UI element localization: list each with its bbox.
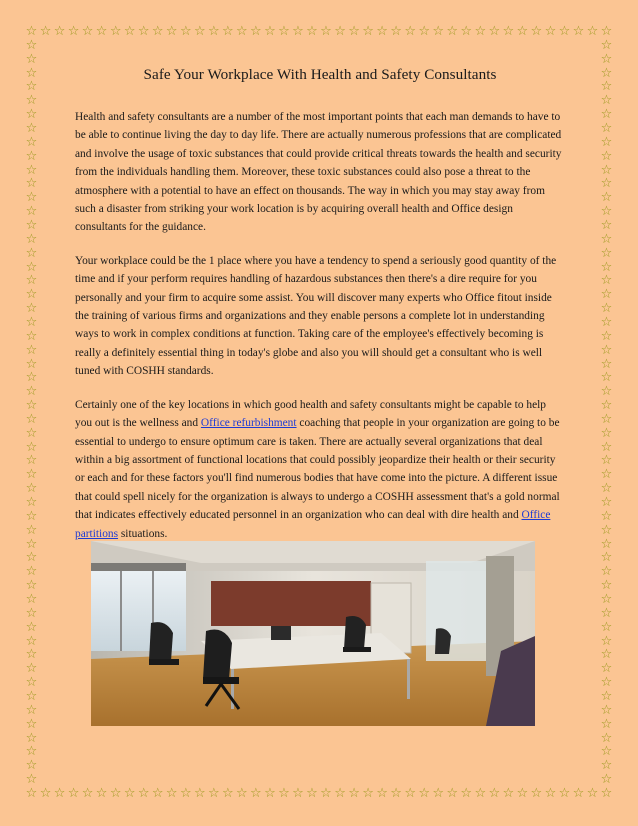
document-title: Safe Your Workplace With Health and Safety Consultants bbox=[143, 66, 497, 83]
star-icon: ☆ bbox=[25, 508, 38, 524]
star-icon: ☆ bbox=[306, 24, 318, 39]
star-icon: ☆ bbox=[25, 162, 38, 178]
star-icon: ☆ bbox=[320, 24, 332, 39]
star-icon: ☆ bbox=[25, 370, 38, 386]
star-icon: ☆ bbox=[264, 786, 276, 801]
star-icon: ☆ bbox=[109, 24, 122, 39]
star-icon: ☆ bbox=[572, 786, 585, 801]
star-icon: ☆ bbox=[600, 647, 613, 663]
star-icon: ☆ bbox=[25, 93, 38, 109]
star-icon: ☆ bbox=[600, 301, 613, 317]
star-icon: ☆ bbox=[474, 24, 487, 39]
star-icon: ☆ bbox=[600, 384, 613, 400]
star-icon: ☆ bbox=[25, 134, 38, 150]
star-icon: ☆ bbox=[25, 24, 38, 39]
star-icon: ☆ bbox=[39, 24, 52, 39]
star-icon: ☆ bbox=[222, 786, 234, 801]
star-icon: ☆ bbox=[502, 786, 515, 801]
star-icon: ☆ bbox=[600, 425, 613, 441]
star-icon: ☆ bbox=[207, 786, 220, 801]
star-icon: ☆ bbox=[250, 786, 262, 801]
star-icon: ☆ bbox=[25, 467, 38, 483]
star-icon: ☆ bbox=[600, 702, 613, 718]
star-icon: ☆ bbox=[600, 217, 613, 233]
star-icon: ☆ bbox=[572, 24, 585, 39]
star-icon: ☆ bbox=[25, 633, 38, 649]
star-icon: ☆ bbox=[600, 259, 613, 275]
star-icon: ☆ bbox=[600, 328, 613, 344]
star-icon: ☆ bbox=[334, 24, 346, 39]
star-icon: ☆ bbox=[488, 786, 501, 801]
star-icon: ☆ bbox=[25, 176, 38, 192]
star-icon: ☆ bbox=[600, 342, 613, 358]
star-icon: ☆ bbox=[25, 453, 38, 469]
star-icon: ☆ bbox=[193, 786, 206, 801]
star-icon: ☆ bbox=[600, 508, 613, 524]
star-icon: ☆ bbox=[530, 24, 543, 39]
star-icon: ☆ bbox=[348, 24, 360, 39]
star-icon: ☆ bbox=[600, 522, 613, 538]
office-partitions-link[interactable]: Office partitions bbox=[75, 509, 551, 540]
star-icon: ☆ bbox=[544, 24, 557, 39]
star-icon: ☆ bbox=[516, 786, 529, 801]
star-icon: ☆ bbox=[600, 273, 613, 289]
star-icon: ☆ bbox=[25, 481, 38, 497]
star-icon: ☆ bbox=[600, 148, 613, 164]
star-icon: ☆ bbox=[25, 37, 38, 53]
star-icon: ☆ bbox=[236, 24, 248, 39]
star-icon: ☆ bbox=[600, 689, 613, 705]
star-icon: ☆ bbox=[25, 301, 38, 317]
star-icon: ☆ bbox=[25, 661, 38, 677]
star-icon: ☆ bbox=[25, 245, 38, 261]
star-icon: ☆ bbox=[362, 786, 374, 801]
star-icon: ☆ bbox=[151, 24, 164, 39]
star-icon: ☆ bbox=[165, 24, 178, 39]
star-icon: ☆ bbox=[292, 24, 304, 39]
star-icon: ☆ bbox=[446, 786, 459, 801]
star-icon: ☆ bbox=[600, 550, 613, 566]
star-icon: ☆ bbox=[600, 37, 613, 53]
star-icon: ☆ bbox=[137, 24, 150, 39]
star-icon: ☆ bbox=[25, 744, 38, 760]
star-icon: ☆ bbox=[222, 24, 234, 39]
star-icon: ☆ bbox=[25, 398, 38, 414]
star-icon: ☆ bbox=[25, 592, 38, 608]
star-icon: ☆ bbox=[25, 647, 38, 663]
star-icon: ☆ bbox=[264, 24, 276, 39]
star-icon: ☆ bbox=[193, 24, 206, 39]
star-icon: ☆ bbox=[432, 786, 445, 801]
star-icon: ☆ bbox=[25, 619, 38, 635]
star-icon: ☆ bbox=[432, 24, 445, 39]
star-icon: ☆ bbox=[600, 231, 613, 247]
star-icon: ☆ bbox=[600, 495, 613, 511]
office-interior-photo bbox=[91, 541, 535, 726]
star-icon: ☆ bbox=[123, 24, 136, 39]
star-icon: ☆ bbox=[600, 716, 613, 732]
star-icon: ☆ bbox=[292, 786, 304, 801]
star-icon: ☆ bbox=[600, 481, 613, 497]
paragraph-3 bbox=[75, 396, 565, 543]
star-icon: ☆ bbox=[25, 689, 38, 705]
star-icon: ☆ bbox=[25, 287, 38, 303]
star-icon: ☆ bbox=[25, 190, 38, 206]
star-icon: ☆ bbox=[25, 564, 38, 580]
star-icon: ☆ bbox=[600, 619, 613, 635]
star-icon: ☆ bbox=[207, 24, 220, 39]
star-icon: ☆ bbox=[600, 162, 613, 178]
star-icon: ☆ bbox=[600, 661, 613, 677]
star-icon: ☆ bbox=[600, 190, 613, 206]
star-icon: ☆ bbox=[25, 522, 38, 538]
star-icon: ☆ bbox=[137, 786, 150, 801]
star-icon: ☆ bbox=[600, 536, 613, 552]
star-icon: ☆ bbox=[418, 24, 430, 39]
paragraph-3-text-b: coaching that people in your organization are going to be essential to undergo to ensure optimum care is taken. There are actually several organizations that deal within a big assortment of functional locations that could possibly jeopardize their health or their security or each and for these factors you'll find numerous bodies that have come into the picture. A different issue that could spell nicely for the organization is always to undergo a COSHH assessment that's a gold normal that indicates effectively educated personnel in an organization who can deal with dire health and bbox=[75, 417, 560, 522]
star-icon: ☆ bbox=[390, 24, 402, 39]
star-icon: ☆ bbox=[600, 120, 613, 136]
star-icon: ☆ bbox=[278, 786, 290, 801]
star-icon: ☆ bbox=[446, 24, 459, 39]
star-icon: ☆ bbox=[81, 786, 94, 801]
star-icon: ☆ bbox=[600, 439, 613, 455]
star-icon: ☆ bbox=[600, 786, 613, 801]
star-icon: ☆ bbox=[25, 384, 38, 400]
star-icon: ☆ bbox=[600, 564, 613, 580]
paragraph-3-text-a: Certainly one of the key locations in which good health and safety consultants might be capable to help you out is the wellness and bbox=[75, 398, 547, 430]
star-icon: ☆ bbox=[25, 702, 38, 718]
star-icon: ☆ bbox=[600, 51, 613, 67]
star-icon: ☆ bbox=[376, 786, 388, 801]
star-icon: ☆ bbox=[179, 24, 192, 39]
star-icon: ☆ bbox=[39, 786, 52, 801]
star-icon: ☆ bbox=[600, 578, 613, 594]
star-icon: ☆ bbox=[474, 786, 487, 801]
star-icon: ☆ bbox=[25, 439, 38, 455]
star-icon: ☆ bbox=[67, 786, 80, 801]
star-icon: ☆ bbox=[25, 273, 38, 289]
paragraph-1: Health and safety consultants are a number of the most important points that each man demands to have to be able to continue living the day to day life. There are actually numerous professions that are complicated and involve the usage of toxic substances that could provide critical threats towards the health and security from the individuals handling them. Moreover, these toxic substances could also pose a threat to the atmosphere with a potential to have an effect on thousands. The way in which you may stay away from such a disaster from striking your work location is by acquiring overall health and Office design consultants for the guidance. bbox=[75, 111, 562, 234]
star-icon: ☆ bbox=[600, 204, 613, 220]
star-icon: ☆ bbox=[25, 148, 38, 164]
star-icon: ☆ bbox=[25, 356, 38, 372]
office-refurbishment-link[interactable]: Office refurbishment bbox=[200, 417, 297, 430]
star-icon: ☆ bbox=[25, 730, 38, 746]
star-icon: ☆ bbox=[600, 772, 613, 788]
star-icon: ☆ bbox=[600, 633, 613, 649]
star-icon: ☆ bbox=[600, 744, 613, 760]
star-icon: ☆ bbox=[25, 675, 38, 691]
star-icon: ☆ bbox=[376, 24, 388, 39]
star-icon: ☆ bbox=[25, 204, 38, 220]
star-icon: ☆ bbox=[25, 107, 38, 123]
star-icon: ☆ bbox=[600, 245, 613, 261]
star-icon: ☆ bbox=[600, 356, 613, 372]
star-icon: ☆ bbox=[600, 24, 613, 39]
paragraph-3-text-c: situations. bbox=[118, 527, 168, 540]
star-icon: ☆ bbox=[25, 495, 38, 511]
star-icon: ☆ bbox=[25, 536, 38, 552]
star-icon: ☆ bbox=[250, 24, 262, 39]
star-icon: ☆ bbox=[306, 786, 318, 801]
star-icon: ☆ bbox=[25, 328, 38, 344]
star-icon: ☆ bbox=[558, 24, 571, 39]
star-icon: ☆ bbox=[67, 24, 80, 39]
star-icon: ☆ bbox=[600, 370, 613, 386]
star-icon: ☆ bbox=[558, 786, 571, 801]
star-icon: ☆ bbox=[600, 675, 613, 691]
star-icon: ☆ bbox=[25, 231, 38, 247]
star-icon: ☆ bbox=[109, 786, 122, 801]
star-icon: ☆ bbox=[25, 217, 38, 233]
star-icon: ☆ bbox=[278, 24, 290, 39]
star-icon: ☆ bbox=[53, 24, 66, 39]
star-icon: ☆ bbox=[586, 786, 599, 801]
star-icon: ☆ bbox=[25, 716, 38, 732]
star-icon: ☆ bbox=[418, 786, 430, 801]
star-icon: ☆ bbox=[25, 342, 38, 358]
star-icon: ☆ bbox=[25, 51, 38, 67]
star-icon: ☆ bbox=[25, 425, 38, 441]
star-icon: ☆ bbox=[600, 605, 613, 621]
star-icon: ☆ bbox=[404, 24, 416, 39]
star-icon: ☆ bbox=[600, 453, 613, 469]
star-icon: ☆ bbox=[390, 786, 402, 801]
star-icon: ☆ bbox=[348, 786, 360, 801]
star-icon: ☆ bbox=[530, 786, 543, 801]
star-icon: ☆ bbox=[502, 24, 515, 39]
star-icon: ☆ bbox=[25, 65, 38, 81]
paragraph-2: Your workplace could be the 1 place where you have a tendency to spend a seriously good quantity of the time and if your perform requires handling of hazardous substances then there's a dire require for you personally and your firm to acquire some assist. You will discover many experts who Office fitout inside the training of various firms and organizations and they enable persons a complete lot in understanding ways to work in complex conditions at function. Taking care of the employee's effectively becoming is really a definitely essential thing in today's globe and also you will should get a consultant who is well tuned with COSHH standards. bbox=[75, 254, 557, 378]
star-icon: ☆ bbox=[600, 467, 613, 483]
star-icon: ☆ bbox=[81, 24, 94, 39]
star-icon: ☆ bbox=[25, 411, 38, 427]
star-icon: ☆ bbox=[25, 314, 38, 330]
star-icon: ☆ bbox=[95, 24, 108, 39]
star-icon: ☆ bbox=[236, 786, 248, 801]
star-icon: ☆ bbox=[53, 786, 66, 801]
star-icon: ☆ bbox=[600, 758, 613, 774]
star-icon: ☆ bbox=[600, 287, 613, 303]
star-icon: ☆ bbox=[544, 786, 557, 801]
star-icon: ☆ bbox=[600, 65, 613, 81]
star-icon: ☆ bbox=[600, 730, 613, 746]
star-icon: ☆ bbox=[123, 786, 136, 801]
star-icon: ☆ bbox=[25, 786, 38, 801]
star-icon: ☆ bbox=[600, 411, 613, 427]
star-icon: ☆ bbox=[600, 107, 613, 123]
star-icon: ☆ bbox=[460, 786, 473, 801]
star-icon: ☆ bbox=[25, 758, 38, 774]
star-icon: ☆ bbox=[25, 772, 38, 788]
star-icon: ☆ bbox=[600, 93, 613, 109]
star-icon: ☆ bbox=[25, 120, 38, 136]
star-icon: ☆ bbox=[586, 24, 599, 39]
star-icon: ☆ bbox=[600, 134, 613, 150]
star-icon: ☆ bbox=[25, 550, 38, 566]
star-icon: ☆ bbox=[320, 786, 332, 801]
star-icon: ☆ bbox=[600, 79, 613, 95]
star-icon: ☆ bbox=[460, 24, 473, 39]
star-icon: ☆ bbox=[488, 24, 501, 39]
star-icon: ☆ bbox=[600, 398, 613, 414]
star-icon: ☆ bbox=[600, 314, 613, 330]
star-icon: ☆ bbox=[404, 786, 416, 801]
star-icon: ☆ bbox=[25, 79, 38, 95]
star-icon: ☆ bbox=[334, 786, 346, 801]
star-icon: ☆ bbox=[362, 24, 374, 39]
star-icon: ☆ bbox=[165, 786, 178, 801]
star-icon: ☆ bbox=[151, 786, 164, 801]
star-icon: ☆ bbox=[25, 259, 38, 275]
star-icon: ☆ bbox=[600, 592, 613, 608]
star-icon: ☆ bbox=[600, 176, 613, 192]
star-icon: ☆ bbox=[25, 605, 38, 621]
star-icon: ☆ bbox=[516, 24, 529, 39]
star-icon: ☆ bbox=[25, 578, 38, 594]
star-icon: ☆ bbox=[95, 786, 108, 801]
star-icon: ☆ bbox=[179, 786, 192, 801]
document-body bbox=[75, 62, 565, 558]
